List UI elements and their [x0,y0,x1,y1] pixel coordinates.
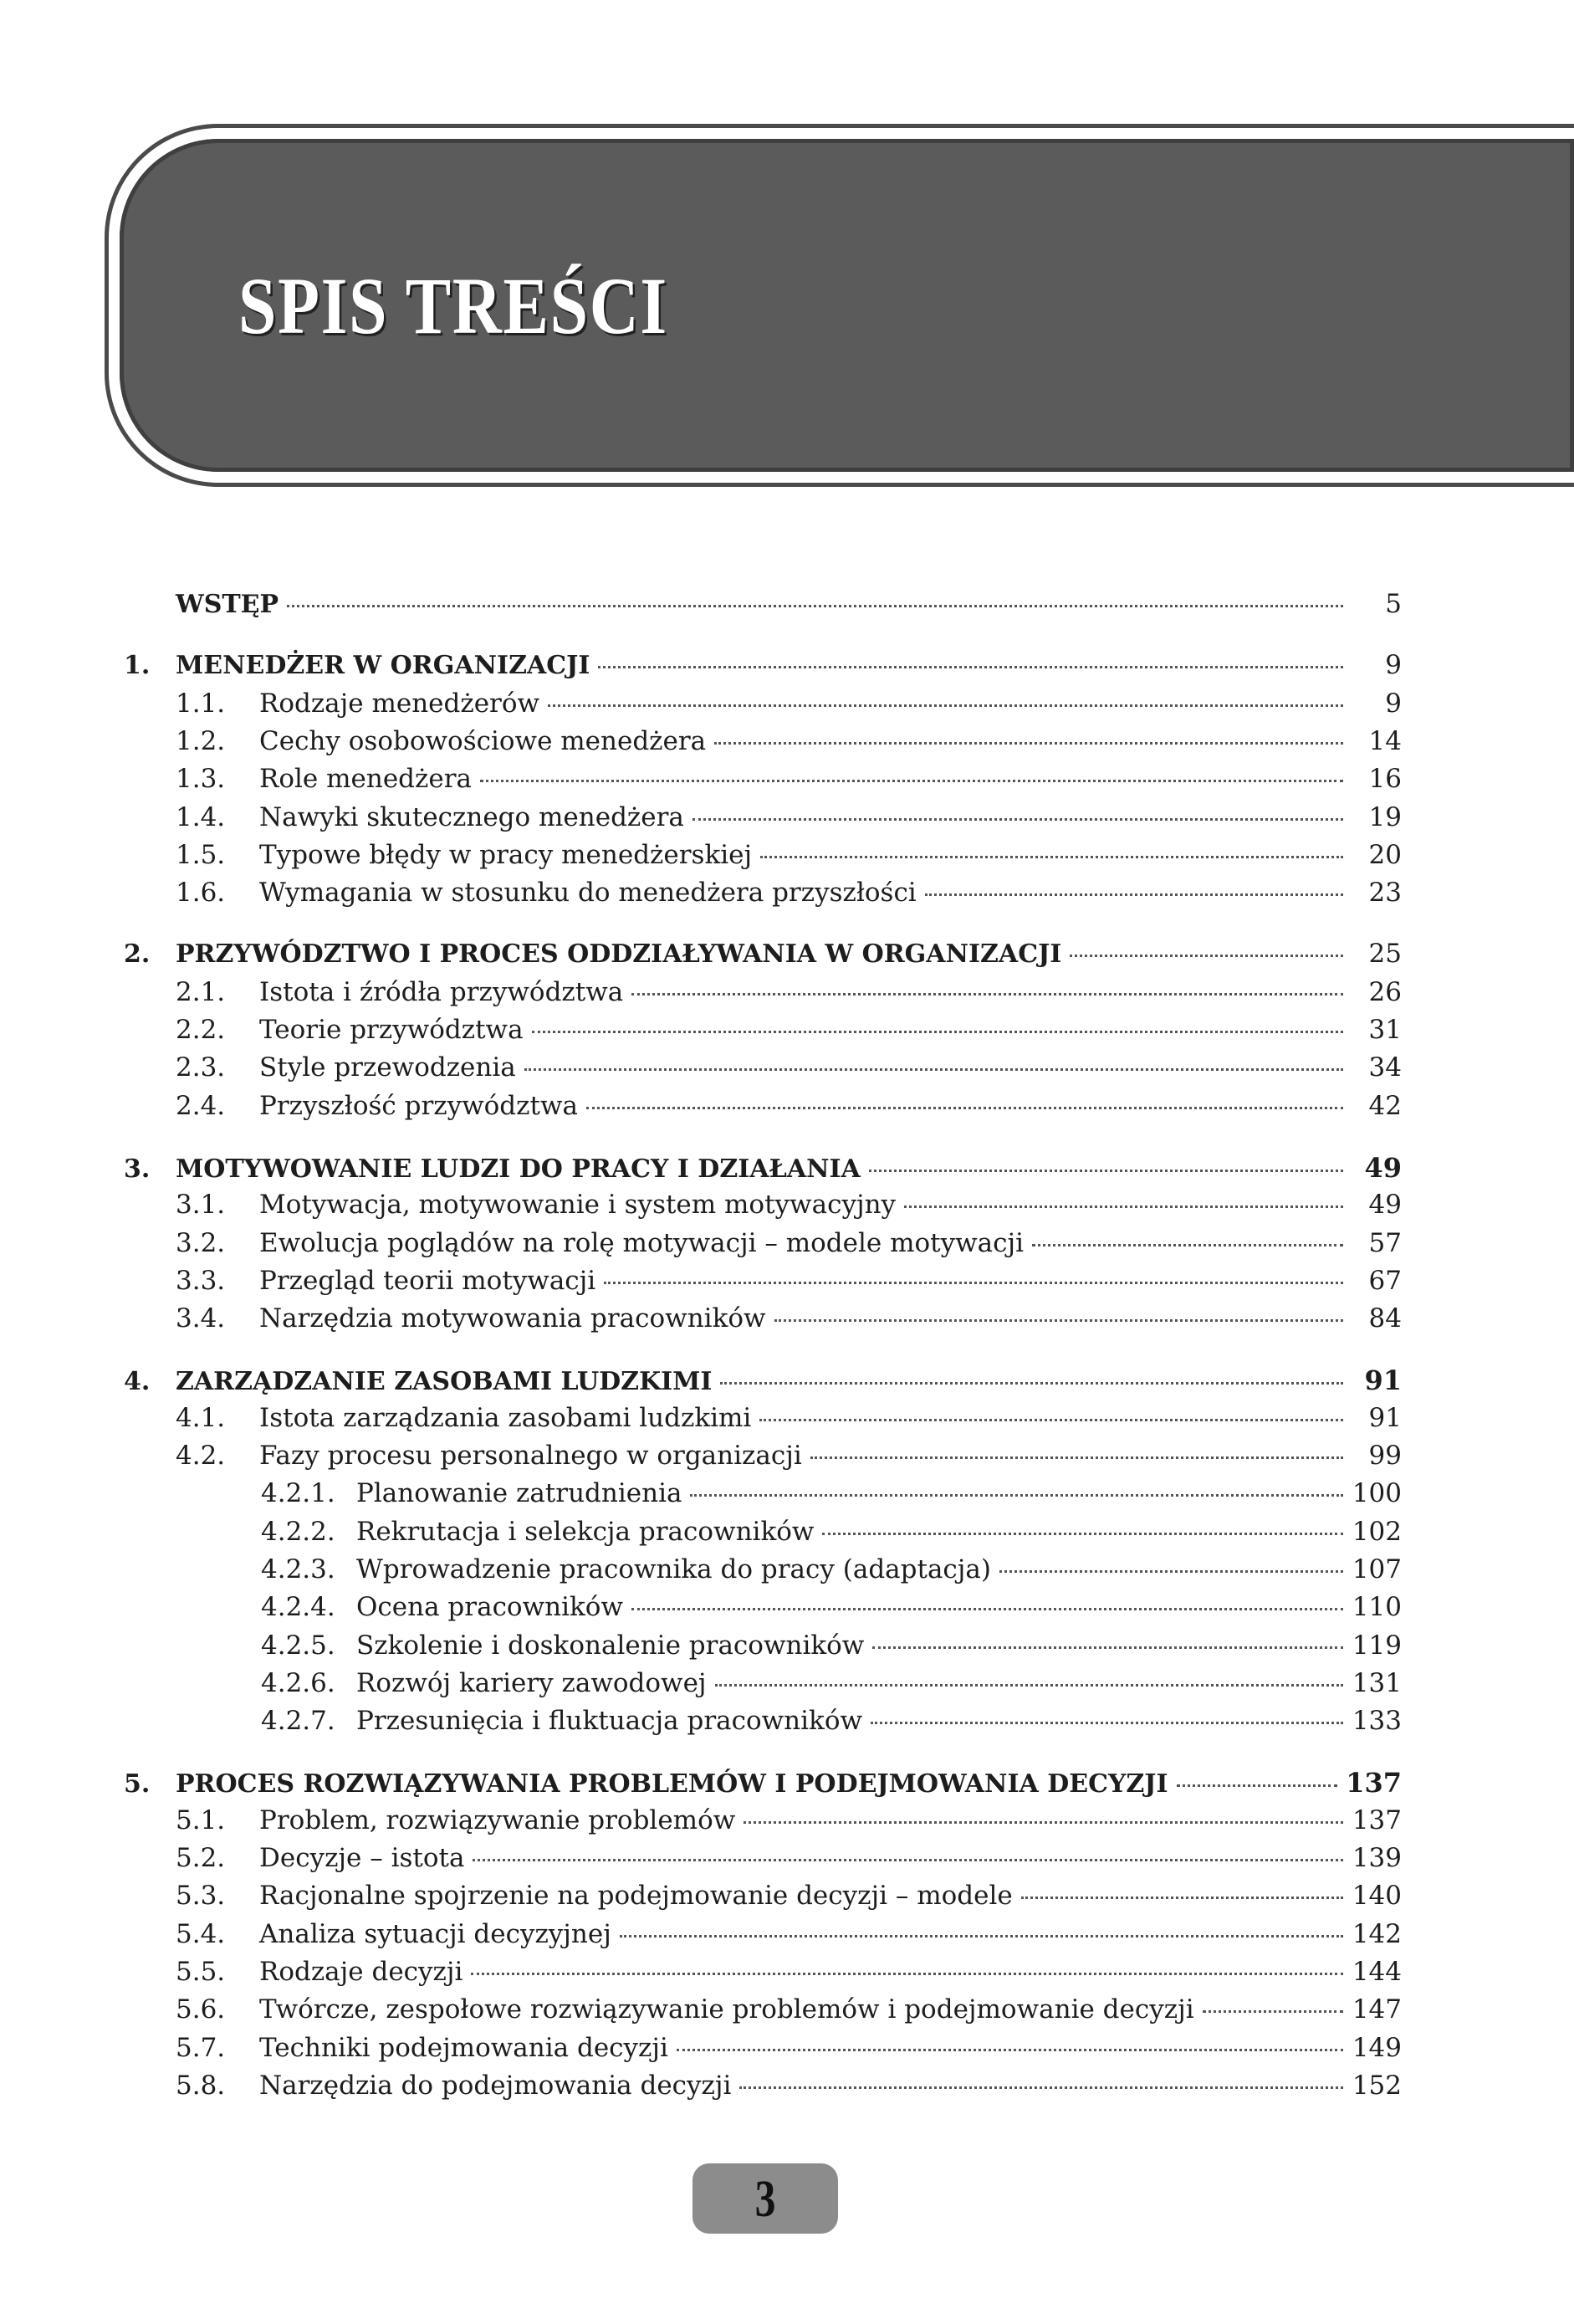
entry-number: 4.2.1. [261,1478,335,1509]
dot-leader [692,818,1343,821]
entry-title: Przesunięcia i fluktuacja pracowników [356,1706,863,1737]
entry-number: 2.1. [176,976,226,1007]
dot-leader [760,856,1343,858]
entry-page-number: 133 [1352,1706,1402,1737]
entry-title: Cechy osobowościowe menedżera [259,725,707,756]
entry-page-number: 137 [1352,1804,1402,1835]
entry-number: 2.3. [176,1052,226,1083]
entry-page-number: 23 [1368,878,1402,909]
entry-number: 1. [124,651,151,681]
entry-title: Fazy procesu personalnego w organizacji [259,1441,802,1471]
entry-page-number: 100 [1352,1478,1402,1509]
entry-page-number: 25 [1368,939,1402,970]
entry-title: Rodzaje decyzji [259,1956,463,1987]
entry-number: 4.2.5. [261,1630,335,1661]
toc-chapter [124,1364,1402,1396]
entry-title: Twórcze, zespołowe rozwiązywanie problemów i podejmowanie decyzji [259,1994,1194,2025]
entry-page-number: 49 [1364,1151,1402,1184]
entry-number: 5.6. [176,1994,226,2025]
entry-page-number: 57 [1368,1227,1402,1258]
toc-subsection [261,1706,1402,1736]
entry-number: 4.2.7. [261,1706,335,1737]
dot-leader [287,605,1343,607]
entry-page-number: 31 [1368,1015,1402,1045]
entry-title: Narzędzia motywowania pracowników [259,1303,766,1334]
dot-leader [925,893,1343,896]
dot-leader [677,2049,1343,2051]
entry-title: Planowanie zatrudnienia [356,1478,682,1509]
entry-number: 2.2. [176,1015,226,1045]
toc-section [176,878,1402,908]
dot-leader [471,1973,1343,1975]
toc-section [176,1015,1402,1045]
dot-leader [871,1722,1343,1724]
entry-page-number: 140 [1352,1881,1402,1912]
entry-number: 5.4. [176,1918,226,1949]
toc-subsection [261,1554,1402,1584]
toc-section [176,726,1402,756]
toc-section [176,1805,1402,1835]
entry-number: 3.1. [176,1190,226,1221]
dot-leader [598,666,1343,668]
entry-title: MOTYWOWANIE LUDZI DO PRACY I DZIAŁANIA [176,1154,861,1184]
entry-title: PRZYWÓDZTWO I PROCES ODDZIAŁYWANIA W ORGANIZACJI [176,939,1062,970]
entry-page-number: 142 [1352,1918,1402,1949]
toc-section [176,2033,1402,2063]
entry-title: Przyszłość przywództwa [259,1090,578,1121]
dot-leader [744,1821,1343,1824]
toc-section [176,764,1402,794]
dot-leader [759,1419,1343,1421]
entry-title: WSTĘP [176,590,279,619]
dot-leader [524,1068,1343,1071]
toc-entry-intro [176,589,1402,619]
entry-title: Decyzje – istota [259,1843,465,1873]
toc-section [176,688,1402,719]
entry-title: PROCES ROZWIĄZYWANIA PROBLEMÓW I PODEJMOWANIA DECYZJI [176,1769,1168,1799]
entry-page-number: 67 [1368,1265,1402,1296]
entry-page-number: 137 [1346,1767,1402,1799]
entry-number: 4.2.4. [261,1592,335,1623]
entry-title: Istota zarządzania zasobami ludzkimi [259,1402,752,1433]
toc-section [176,1843,1402,1873]
toc-section [176,1190,1402,1220]
entry-title: Wymagania w stosunku do menedżera przyszłości [259,878,917,909]
entry-number: 5.7. [176,2032,226,2063]
entry-page-number: 20 [1368,839,1402,870]
toc-subsection [261,1630,1402,1661]
toc-chapter [124,1767,1402,1799]
dot-leader [473,1859,1343,1861]
toc-section [176,840,1402,870]
entry-title: Racjonalne spojrzenie na podejmowanie decyzji – modele [259,1881,1013,1912]
entry-number: 4.2.3. [261,1554,335,1584]
entry-page-number: 152 [1352,2070,1402,2101]
dot-leader [631,993,1343,996]
toc-chapter [124,650,1402,680]
entry-number: 4.2. [176,1441,226,1471]
entry-title: Wprowadzenie pracownika do pracy (adaptacja) [356,1554,991,1584]
dot-leader [631,1608,1343,1610]
dot-leader [1177,1784,1338,1787]
entry-title: Role menedżera [259,764,472,795]
dot-leader [620,1935,1343,1938]
entry-number: 1.5. [176,839,226,870]
dot-leader [999,1570,1343,1573]
toc-subsection [261,1668,1402,1698]
entry-number: 2.4. [176,1090,226,1121]
toc-section [176,1994,1402,2025]
entry-title: Ewolucja poglądów na rolę motywacji – modele motywacji [259,1227,1025,1258]
dot-leader [714,742,1343,745]
entry-title: ZARZĄDZANIE ZASOBAMI LUDZKIMI [176,1367,713,1397]
entry-page-number: 49 [1368,1190,1402,1221]
dot-leader [548,704,1343,707]
toc-section [176,1881,1402,1911]
entry-title: Rekrutacja i selekcja pracowników [356,1516,815,1547]
toc-section [176,1403,1402,1433]
entry-number: 4.2.6. [261,1667,335,1698]
entry-page-number: 5 [1385,589,1402,619]
entry-title: Analiza sytuacji decyzyjnej [259,1918,611,1949]
entry-page-number: 110 [1352,1592,1402,1623]
toc-subsection [261,1517,1402,1547]
page-number: 3 [754,2171,776,2228]
dot-leader [904,1206,1343,1208]
entry-page-number: 19 [1368,801,1402,832]
dot-leader [480,780,1343,782]
entry-title: Rodzaje menedżerów [259,688,540,719]
toc-section [176,1303,1402,1333]
dot-leader [1070,955,1343,957]
entry-number: 1.1. [176,688,226,719]
entry-page-number: 144 [1352,1956,1402,1987]
dot-leader [822,1533,1343,1535]
entry-page-number: 84 [1368,1303,1402,1334]
entry-number: 5.2. [176,1843,226,1873]
entry-page-number: 149 [1352,2032,1402,2063]
entry-number: 1.3. [176,764,226,795]
entry-number: 4.1. [176,1402,226,1433]
entry-number: 3. [124,1154,151,1184]
toc-chapter [124,939,1402,969]
toc-section [176,1052,1402,1083]
entry-number: 4. [124,1367,151,1397]
dot-leader [1203,2010,1343,2013]
entry-number: 3.2. [176,1227,226,1258]
toc-chapter [124,1152,1402,1184]
entry-number: 5. [124,1769,151,1799]
entry-page-number: 99 [1368,1441,1402,1471]
entry-number: 1.2. [176,725,226,756]
entry-title: Motywacja, motywowanie i system motywacyjny [259,1190,897,1221]
toc-subsection [261,1592,1402,1622]
entry-title: Teorie przywództwa [259,1015,524,1045]
dot-leader [810,1456,1343,1459]
entry-page-number: 131 [1352,1667,1402,1698]
dot-leader [774,1319,1343,1322]
dot-leader [1021,1897,1343,1899]
dot-leader [720,1382,1343,1385]
page-number-badge [692,2163,838,2234]
entry-title: Narzędzia do podejmowania decyzji [259,2070,732,2101]
toc-section [176,1266,1402,1296]
entry-number: 5.3. [176,1881,226,1912]
entry-page-number: 14 [1368,725,1402,756]
page-title: SPIS TREŚCI [238,261,668,351]
toc-section [176,1228,1402,1258]
entry-page-number: 91 [1368,1402,1402,1433]
entry-page-number: 107 [1352,1554,1402,1584]
toc-subsection [261,1478,1402,1508]
dot-leader [715,1684,1343,1687]
entry-number: 5.8. [176,2070,226,2101]
toc-section [176,1091,1402,1121]
entry-number: 1.4. [176,801,226,832]
dot-leader [604,1282,1343,1284]
dot-leader [586,1107,1343,1109]
entry-title: Szkolenie i doskonalenie pracowników [356,1630,865,1661]
dot-leader [872,1646,1343,1649]
entry-number: 5.5. [176,1956,226,1987]
entry-number: 4.2.2. [261,1516,335,1547]
entry-page-number: 91 [1364,1364,1402,1397]
entry-title: Istota i źródła przywództwa [259,976,624,1007]
entry-page-number: 139 [1352,1843,1402,1873]
toc-section [176,977,1402,1007]
toc-section [176,1441,1402,1471]
toc-section [176,1919,1402,1949]
entry-title: MENEDŻER W ORGANIZACJI [176,651,590,681]
entry-page-number: 34 [1368,1052,1402,1083]
entry-number: 3.4. [176,1303,226,1334]
toc-section [176,802,1402,832]
entry-page-number: 16 [1368,764,1402,795]
dot-leader [739,2086,1343,2089]
entry-number: 2. [124,939,151,970]
toc-section [176,2071,1402,2101]
entry-number: 3.3. [176,1265,226,1296]
entry-number: 5.1. [176,1804,226,1835]
entry-page-number: 102 [1352,1516,1402,1547]
entry-title: Przegląd teorii motywacji [259,1265,596,1296]
entry-page-number: 9 [1385,650,1402,681]
dot-leader [869,1170,1343,1172]
entry-title: Ocena pracowników [356,1592,623,1623]
entry-page-number: 119 [1352,1630,1402,1661]
entry-title: Style przewodzenia [259,1052,516,1083]
entry-title: Techniki podejmowania decyzji [259,2032,668,2063]
entry-title: Nawyki skutecznego menedżera [259,801,684,832]
entry-page-number: 42 [1368,1090,1402,1121]
dot-leader [1032,1244,1343,1246]
entry-title: Problem, rozwiązywanie problemów [259,1804,736,1835]
entry-title: Rozwój kariery zawodowej [356,1667,707,1698]
entry-title: Typowe błędy w pracy menedżerskiej [259,839,753,870]
entry-number: 1.6. [176,878,226,909]
entry-page-number: 147 [1352,1994,1402,2025]
toc-section [176,1957,1402,1987]
entry-page-number: 26 [1368,976,1402,1007]
dot-leader [690,1494,1343,1497]
dot-leader [532,1031,1343,1033]
entry-page-number: 9 [1385,688,1402,719]
